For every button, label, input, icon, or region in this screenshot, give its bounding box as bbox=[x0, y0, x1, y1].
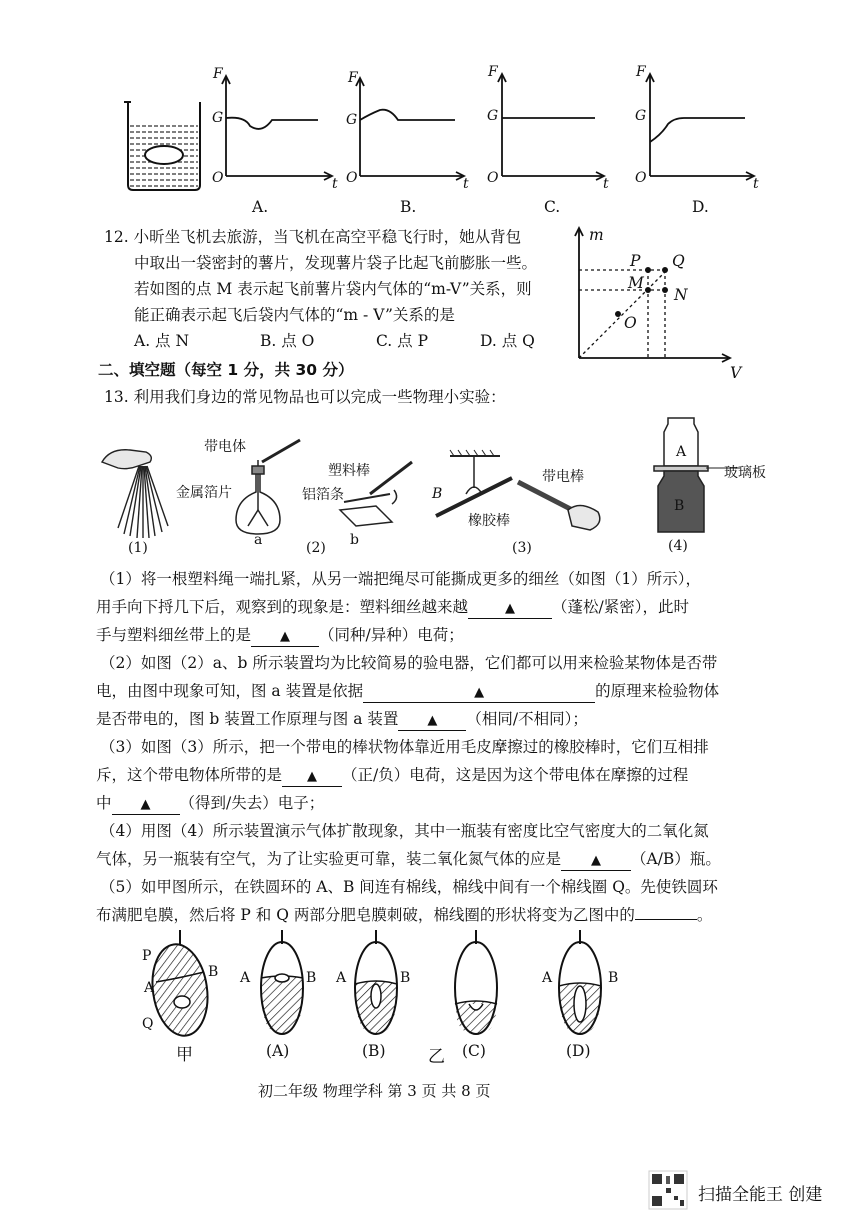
ring-d-label-a: A bbox=[542, 970, 553, 986]
blank-7[interactable]: ▲ bbox=[561, 850, 631, 871]
q13-intro: 13. 利用我们身边的常见物品也可以完成一些物理小实验： bbox=[104, 388, 506, 406]
label-o-d: O bbox=[635, 170, 647, 186]
p3-line1: （3）如图（3）所示，把一个带电的棒状物体靠近用毛皮摩擦过的橡胶棒时，它们互相排 bbox=[100, 738, 709, 756]
q11-option-b[interactable]: B. bbox=[400, 198, 417, 216]
label-jia: 甲 bbox=[176, 1045, 193, 1065]
q11-option-c[interactable]: C. bbox=[544, 198, 561, 216]
label-glass-plate: 玻璃板 bbox=[724, 465, 766, 481]
p5-line1: （5）如甲图所示，在铁圆环的 A、B 间连有棉线，棉线中间有一个棉线圈 Q。先使铁圆环 bbox=[100, 878, 718, 896]
blank-5[interactable]: ▲ bbox=[282, 766, 342, 787]
label-bottle-a: A bbox=[676, 444, 687, 460]
q12-line1: 12. 小昕坐飞机去旅游，当飞机在高空平稳飞行时，她从背包 bbox=[104, 228, 522, 246]
label-charged-rod: 带电棒 bbox=[542, 469, 584, 485]
axis-t-d: t bbox=[753, 176, 759, 192]
label-charged-body: 带电体 bbox=[204, 439, 246, 455]
blank-2[interactable]: ▲ bbox=[251, 626, 319, 647]
ring-a bbox=[261, 930, 303, 1034]
p3-line3: 中 ▲ （得到/失去）电子； bbox=[96, 792, 324, 815]
label-a: a bbox=[254, 532, 263, 548]
p5-line2: 布满肥皂膜，然后将 P 和 Q 两部分肥皂膜刺破，棉线圈的形状将变为乙图中的 。 bbox=[96, 906, 713, 924]
option-ring-a[interactable]: (A) bbox=[266, 1042, 290, 1060]
label-fig1: (1) bbox=[128, 540, 148, 556]
section-title: 二、填空题（每空 1 分，共 30 分） bbox=[98, 361, 354, 379]
label-g-a: G bbox=[212, 110, 224, 126]
ring-b-label-a: A bbox=[336, 970, 347, 986]
label-rubber-rod: 橡胶棒 bbox=[468, 513, 510, 529]
p2-line3: 是否带电的，图 b 装置工作原理与图 a 装置 ▲ （相同/不相同）； bbox=[96, 708, 588, 731]
axis-t-c: t bbox=[603, 176, 609, 192]
ring-b bbox=[355, 930, 397, 1034]
axis-m: m bbox=[589, 226, 604, 244]
axis-f-a: F bbox=[213, 66, 223, 82]
label-b: b bbox=[350, 532, 359, 548]
option-ring-b[interactable]: (B) bbox=[362, 1042, 386, 1060]
label-b-rod: B bbox=[432, 486, 443, 502]
label-g-d: G bbox=[635, 108, 647, 124]
p1-line1: （1）将一根塑料绳一端扎紧，从另一端把绳尽可能撕成更多的细丝（如图（1）所示）， bbox=[100, 570, 701, 588]
point-m-label: M bbox=[628, 274, 644, 292]
point-n-label: N bbox=[674, 286, 688, 304]
option-ring-d[interactable]: (D) bbox=[566, 1042, 591, 1060]
label-aluminum-strip: 铝箔条 bbox=[302, 487, 344, 503]
axis-t-a: t bbox=[332, 176, 338, 192]
q12-option-c[interactable]: C. 点 P bbox=[376, 332, 429, 350]
ring-b-label-b: B bbox=[400, 970, 411, 986]
ring-d bbox=[559, 930, 601, 1034]
blank-6[interactable]: ▲ bbox=[112, 794, 180, 815]
ring-a-label-a: A bbox=[240, 970, 251, 986]
p4-line1: （4）用图（4）所示装置演示气体扩散现象，其中一瓶装有密度比空气密度大的二氧化氮 bbox=[100, 822, 709, 840]
label-fig4: (4) bbox=[668, 538, 688, 554]
label-g-b: G bbox=[346, 112, 358, 128]
label-bottle-b: B bbox=[674, 498, 685, 514]
p1-line3: 手与塑料细丝带上的是 ▲ （同种/异种）电荷； bbox=[96, 624, 464, 647]
ring-c bbox=[455, 930, 497, 1034]
ring-jia-a: A bbox=[144, 980, 155, 996]
p2-line2: 电，由图中现象可知，图 a 装置是依据 ▲ 的原理来检验物体 bbox=[96, 680, 719, 703]
q12-option-b[interactable]: B. 点 O bbox=[260, 332, 315, 350]
watermark-text: 扫描全能王 创建 bbox=[698, 1185, 823, 1205]
blank-3[interactable]: ▲ bbox=[363, 682, 595, 703]
qr-code-icon bbox=[648, 1170, 688, 1210]
ring-d-label-b: B bbox=[608, 970, 619, 986]
option-ring-c[interactable]: (C) bbox=[462, 1042, 486, 1060]
q11-option-a[interactable]: A. bbox=[252, 198, 269, 216]
ring-a-label-b: B bbox=[306, 970, 317, 986]
ring-jia-p: P bbox=[142, 948, 152, 964]
p3-line2: 斥，这个带电物体所带的是 ▲ （正/负）电荷，这是因为这个带电体在摩擦的过程 bbox=[96, 764, 688, 787]
q12-option-d[interactable]: D. 点 Q bbox=[480, 332, 535, 350]
axis-v: V bbox=[730, 364, 742, 382]
label-fig3: (3) bbox=[512, 540, 532, 556]
p4-line2: 气体，另一瓶装有空气，为了让实验更可靠，装二氧化氮气体的应是 ▲ （A/B）瓶。 bbox=[96, 848, 721, 871]
ring-jia-b: B bbox=[208, 964, 219, 980]
point-q-label: Q bbox=[672, 252, 685, 270]
axis-t-b: t bbox=[463, 176, 469, 192]
label-fig2: (2) bbox=[306, 540, 326, 556]
axis-f-b: F bbox=[348, 70, 358, 86]
ring-jia-q: Q bbox=[142, 1016, 154, 1032]
p2-line1: （2）如图（2）a、b 所示装置均为比较简易的验电器，它们都可以用来检验某物体是否带 bbox=[100, 654, 718, 672]
axis-f-c: F bbox=[488, 64, 498, 80]
point-o-label: O bbox=[624, 314, 637, 332]
point-p-label: P bbox=[630, 252, 641, 270]
q11-option-d[interactable]: D. bbox=[692, 198, 709, 216]
axis-f-d: F bbox=[636, 64, 646, 80]
label-yi: 乙 bbox=[428, 1047, 445, 1067]
label-g-c: G bbox=[487, 108, 499, 124]
label-o-c: O bbox=[487, 170, 499, 186]
q12-line2: 中取出一袋密封的薯片，发现薯片袋子比起飞前膨胀一些。 bbox=[134, 254, 538, 272]
page-footer: 初二年级 物理学科 第 3 页 共 8 页 bbox=[258, 1082, 491, 1100]
blank-4[interactable]: ▲ bbox=[398, 710, 466, 731]
ring-jia bbox=[147, 930, 213, 1039]
label-o-b: O bbox=[346, 170, 358, 186]
label-metal-foil: 金属箔片 bbox=[176, 485, 232, 501]
label-o-a: O bbox=[212, 170, 224, 186]
blank-1[interactable]: ▲ bbox=[468, 598, 552, 619]
q12-line3: 若如图的点 M 表示起飞前薯片袋内气体的“m-V”关系，则 bbox=[134, 280, 532, 298]
p1-line2: 用手向下捋几下后，观察到的现象是：塑料细丝越来越 ▲ （蓬松/紧密），此时 bbox=[96, 596, 689, 619]
q12-line4: 能正确表示起飞后袋内气体的“m - V”关系的是 bbox=[134, 306, 455, 324]
label-plastic-rod: 塑料棒 bbox=[328, 463, 370, 479]
q12-option-a[interactable]: A. 点 N bbox=[134, 332, 190, 350]
